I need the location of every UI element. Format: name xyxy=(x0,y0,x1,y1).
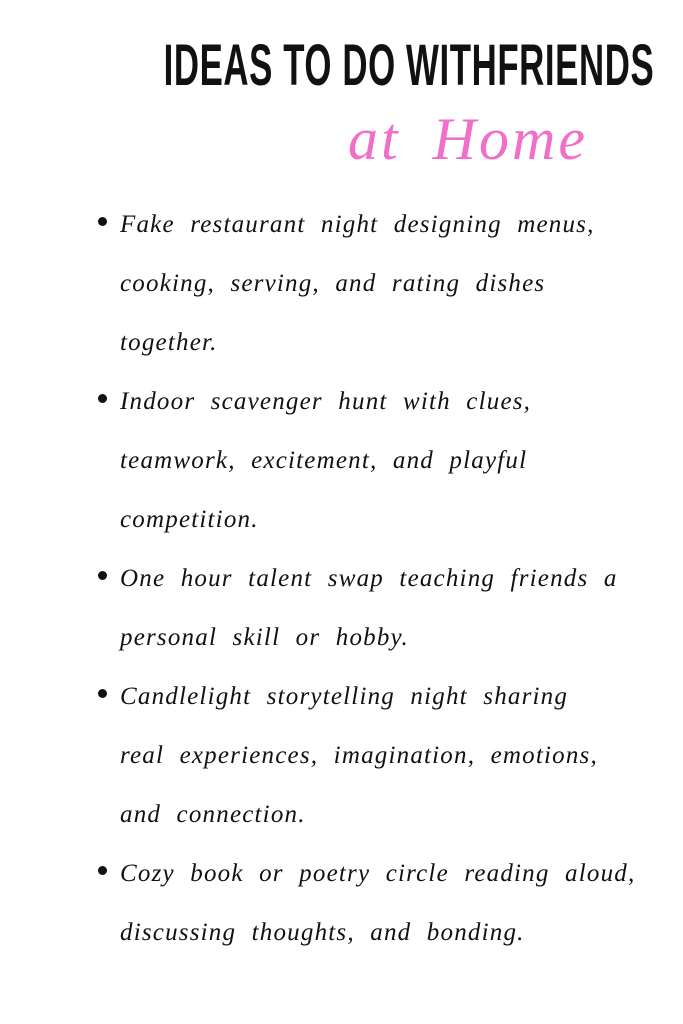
page-subtitle: at Home xyxy=(348,106,588,172)
list-item xyxy=(0,372,683,549)
list-item xyxy=(0,844,683,962)
bullet-icon xyxy=(98,689,107,698)
list-item-line: discussing thoughts, and bonding. xyxy=(120,919,525,946)
list-item-line: Candlelight storytelling night sharing xyxy=(120,683,569,710)
list-item-line: Indoor scavenger hunt with clues, xyxy=(120,388,532,415)
bullet-icon xyxy=(98,571,107,580)
list-item-line: teamwork, excitement, and playful xyxy=(120,447,528,474)
list-item xyxy=(0,195,683,372)
bullet-icon xyxy=(98,394,107,403)
list-item-line: Cozy book or poetry circle reading aloud, xyxy=(120,860,636,887)
bullet-icon xyxy=(98,866,107,875)
page-title xyxy=(0,34,683,98)
bullet-icon xyxy=(98,217,107,226)
list-item-line: and connection. xyxy=(120,801,306,828)
list-item-line: Fake restaurant night designing menus, xyxy=(120,211,595,238)
title-text: IDEAS TO DO WITHFRIENDS xyxy=(163,33,655,98)
list-item-line: competition. xyxy=(120,506,259,533)
list-item-line: One hour talent swap teaching friends a xyxy=(120,565,618,592)
ideas-list xyxy=(0,195,683,962)
list-item-line: cooking, serving, and rating dishes xyxy=(120,270,546,297)
list-item xyxy=(0,667,683,844)
list-item-line: real experiences, imagination, emotions, xyxy=(120,742,598,769)
list-item xyxy=(0,549,683,667)
list-item-line: together. xyxy=(120,329,218,356)
list-item-line: personal skill or hobby. xyxy=(120,624,409,651)
